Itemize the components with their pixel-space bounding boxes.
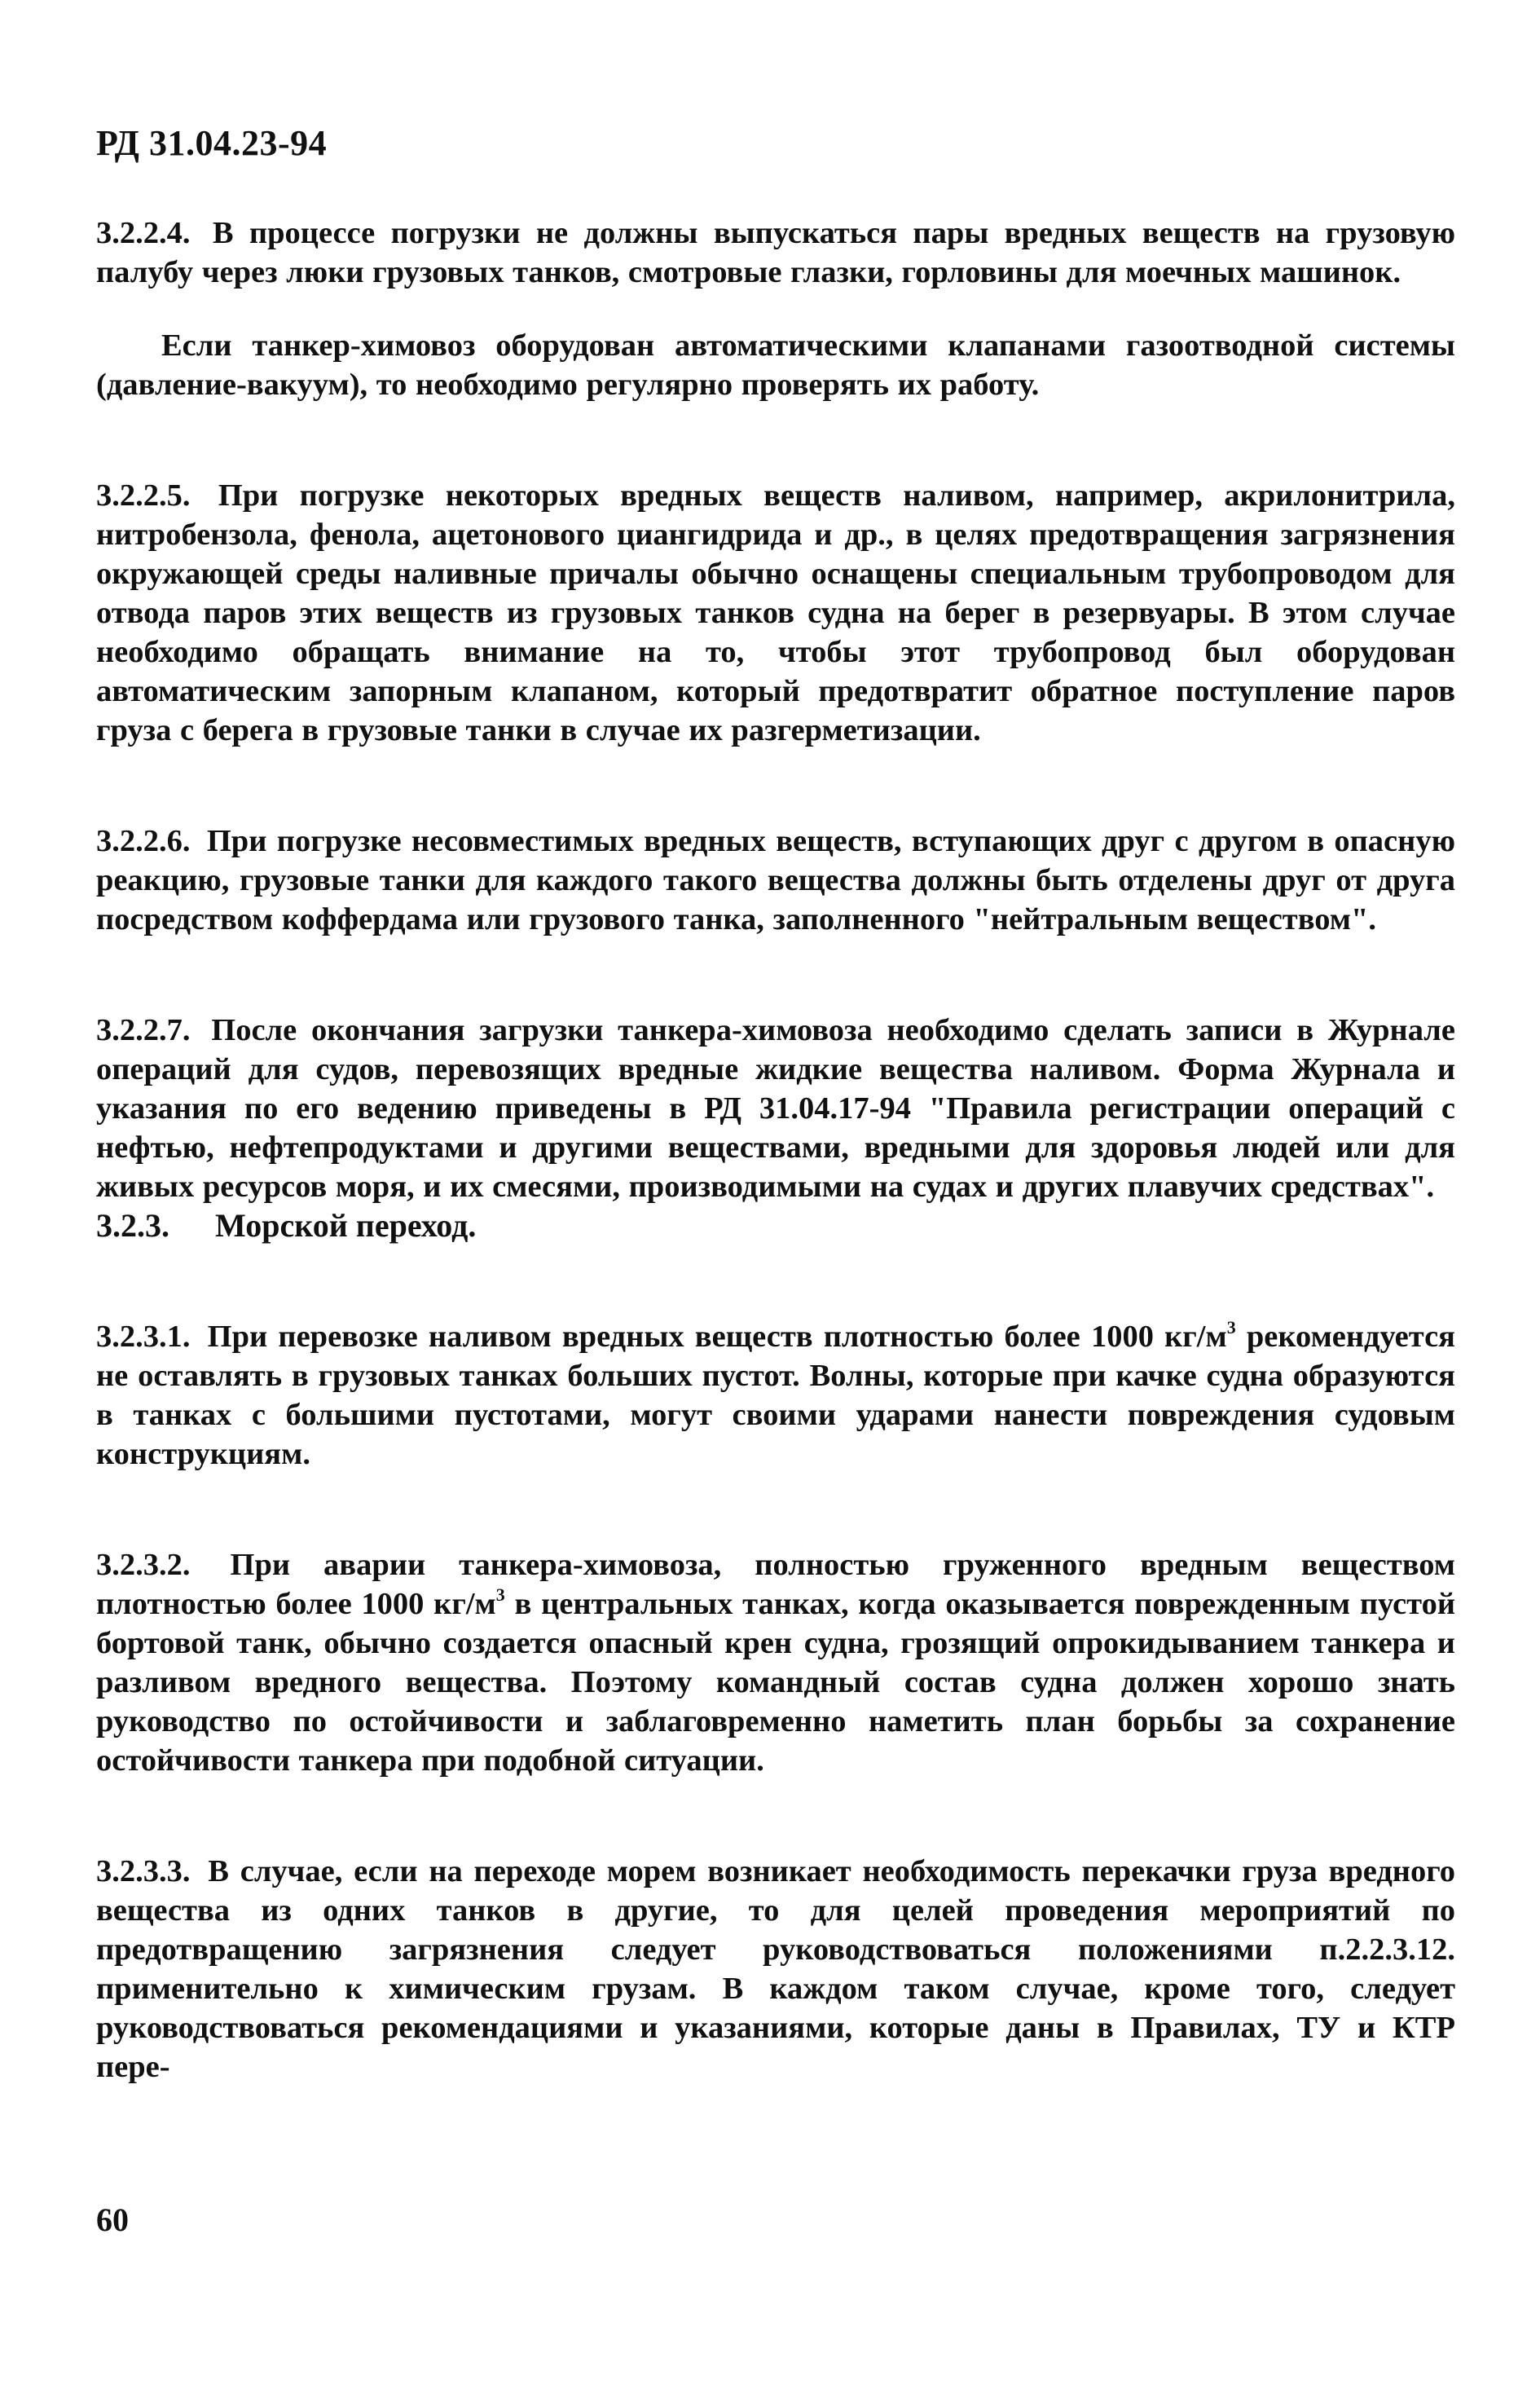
paragraph-text-part-a: При аварии танкера-химовоза, полностью груженного вредным веществом плотностью более 1000 кг/м xyxy=(96,1548,1456,1621)
paragraph-3-2-3-1 xyxy=(96,1317,1455,1474)
paragraph-3-2-2-6 xyxy=(96,822,1455,939)
paragraph-number: 3.2.2.4. xyxy=(96,216,191,250)
paragraph-text-part-a: При перевозке наливом вредных веществ плотностью более 1000 кг/м xyxy=(207,1320,1227,1354)
paragraph-3-2-2-7 xyxy=(96,1011,1455,1206)
paragraph-text-part-b: в центральных танках, когда оказывается поврежденным пустой бортовой танк, обычно создается опасный крен судна, грозящий опрокидыванием танкера и разливом вредного вещества. Поэтому командный состав судна должен хорошо знать руководство по остойчивости и заблаговременно наметить план борьбы за сохранение остойчивости танкера при подобной ситуации. xyxy=(96,1587,1455,1778)
paragraph-3-2-3-3 xyxy=(96,1852,1455,2087)
paragraph-number: 3.2.2.5. xyxy=(96,478,191,513)
paragraph-text: При погрузке некоторых вредных веществ наливом, например, акрилонитрила, нитробензола, фенола, ацетонового циангидрида и др., в целях предотвращения загрязнения окружающей среды наливные причалы обычно оснащены специальным трубопроводом для отвода паров этих веществ из грузовых танков судна на берег в резервуары. В этом случае необходимо обращать внимание на то, чтобы этот трубопровод был оборудован автоматическим запорным клапаном, который предотвратит обратное поступление паров груза с берега в грузовые танки в случае их разгерметизации. xyxy=(96,478,1455,747)
paragraph-text: В процессе погрузки не должны выпускаться пары вредных веществ на грузовую палубу через люки грузовых танков, смотровые глазки, горловины для моечных машинок. xyxy=(96,216,1456,289)
paragraph-text: После окончания загрузки танкера-химовоза необходимо сделать записи в Журнале операций для судов, перевозящих вредные жидкие вещества наливом. Форма Журнала и указания по его ведению приведены в РД 31.04.17-94 "Правила регистрации операций с нефтью, нефтепродуктами и другими веществами, вредными для здоровья людей или для живых ресурсов моря, и их смесями, производимыми на судах и других плавучих средствах". xyxy=(96,1013,1455,1204)
superscript-cubed: 3 xyxy=(495,1584,505,1605)
paragraph-number: 3.2.2.6. xyxy=(96,824,191,858)
paragraph-3-2-2-4 xyxy=(96,214,1455,292)
paragraph-3-2-2-5 xyxy=(96,476,1455,750)
section-title: Морской переход. xyxy=(215,1207,477,1244)
paragraph-number: 3.2.3.3. xyxy=(96,1854,191,1888)
section-heading-3-2-3 xyxy=(96,1206,1455,1245)
page-number: 60 xyxy=(96,2201,129,2238)
paragraph-text: Если танкер-химовоз оборудован автоматическими клапанами газоотводной системы (давление-вакуум), то необходимо регулярно проверять их работу. xyxy=(96,328,1455,402)
paragraph-3-2-3-2 xyxy=(96,1545,1455,1780)
paragraph-text: В случае, если на переходе морем возникает необходимость перекачки груза вредного вещества из одних танков в другие, то для целей проведения мероприятий по предотвращению загрязнения следует руководствоваться положениями п.2.2.3.12. применительно к химическим грузам. В каждом таком случае, кроме того, следует руководствоваться рекомендациями и указаниями, которые даны в Правилах, ТУ и КТР пере- xyxy=(96,1854,1456,2084)
superscript-cubed: 3 xyxy=(1226,1317,1236,1337)
running-head: РД 31.04.23-94 xyxy=(96,123,328,163)
paragraph-text: При погрузке несовместимых вредных веществ, вступающих друг с другом в опасную реакцию, грузовые танки для каждого такого вещества должны быть отделены друг от друга посредством коффердама или грузового танка, заполненного "нейтральным веществом". xyxy=(96,824,1455,936)
section-number: 3.2.3. xyxy=(96,1207,169,1244)
page-content xyxy=(96,214,1455,2087)
paragraph-number: 3.2.3.2. xyxy=(96,1548,191,1582)
paragraph-text-part-b: рекомендуется не оставлять в грузовых танках больших пустот. Волны, которые при качке судна образуются в танках с большими пустотами, могут своими ударами нанести повреждения судовым конструкциям. xyxy=(96,1320,1455,1471)
paragraph-number: 3.2.3.1. xyxy=(96,1320,191,1354)
paragraph-number: 3.2.2.7. xyxy=(96,1013,191,1047)
paragraph-3-2-2-4-continuation xyxy=(96,326,1455,404)
